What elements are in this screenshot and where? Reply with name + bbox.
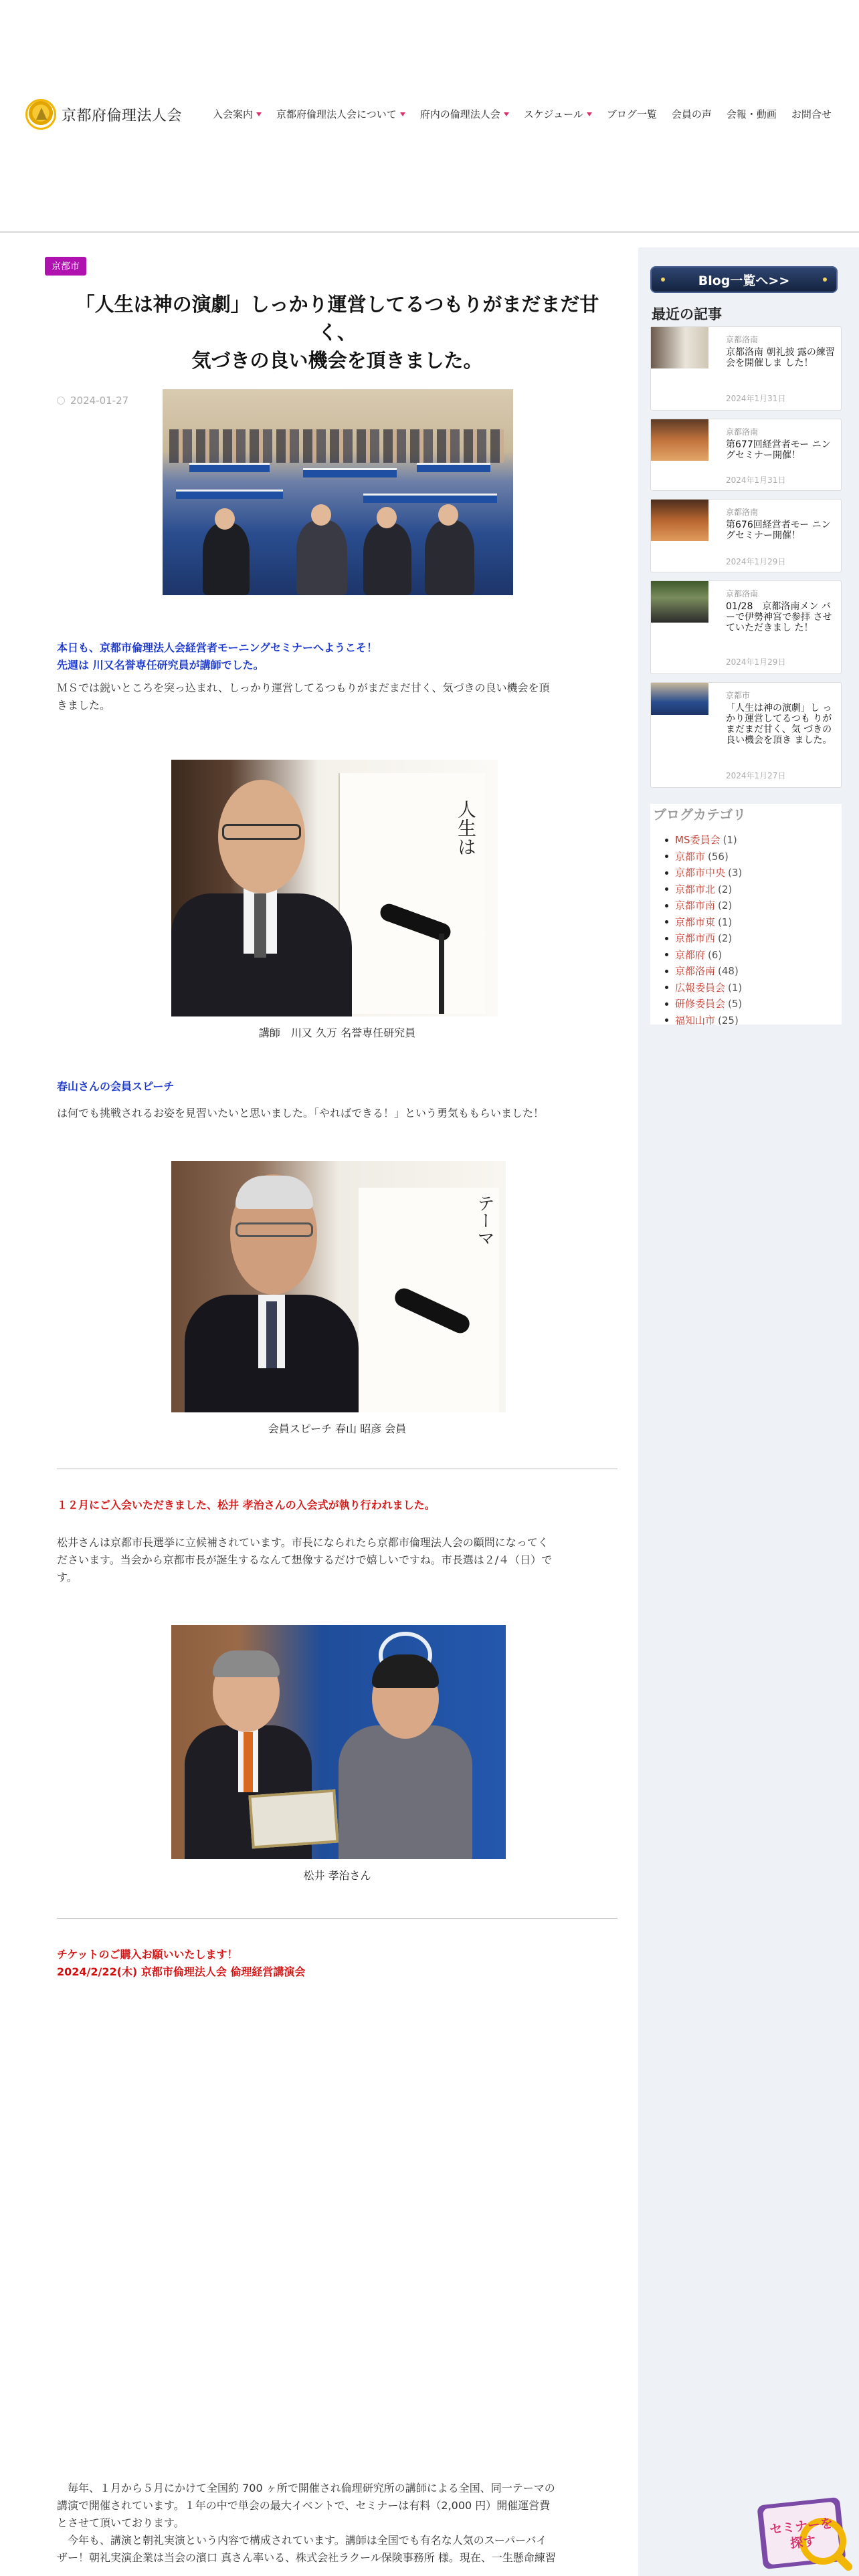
recent-post-date: 2024年1月31日 [726,475,786,485]
intro-line: ＭＳでは鋭いところを突っ込まれ、しっかり運営してるつもりがまだまだ甘く、気づきの良い機会を頂 [57,681,550,694]
nav-label: スケジュール [523,108,583,120]
find-seminar-line: セミナーを [769,2516,834,2537]
join-line: す。 [57,1571,78,1584]
category-item[interactable] [665,963,742,980]
recent-post-thumbnail [651,327,708,368]
join-ceremony-photo [171,1625,506,1859]
recent-post-thumbnail [651,500,708,541]
recent-post-date: 2024年1月29日 [726,657,786,667]
category-item[interactable] [665,914,742,931]
site-name: 京都府倫理法人会 [62,107,183,124]
category-count: (2) [718,899,733,911]
nav-item-local-chapters[interactable] [420,107,509,121]
post-title [57,290,617,374]
category-link[interactable]: 京都市北 [675,883,716,895]
recent-post-card[interactable] [650,580,842,674]
recent-post-category: 京都市 [726,691,751,700]
category-link[interactable]: 京都洛南 [675,965,716,977]
nav-item-member-voices[interactable] [672,107,712,121]
ticket-heading [57,1946,617,1981]
recent-post-thumbnail [651,419,708,461]
seminar-group-photo [163,389,513,595]
recent-post-category: 京都洛南 [726,508,759,517]
category-item[interactable] [665,930,742,947]
join-line: 松井さんは京都市長選挙に立候補されています。市長になられたら京都市倫理法人会の顧問になってく [57,1536,549,1549]
category-link[interactable]: 京都市 [675,850,706,863]
category-item[interactable] [665,947,742,964]
nav-label: ブログ一覧 [606,108,657,120]
category-link[interactable]: 研修委員会 [675,998,726,1010]
speech-paragraph: は何でも挑戦されるお姿を見習いたいと思いました。「やればできる！」という勇気ももらいました！ [57,1107,545,1119]
nav-item-blog-list[interactable] [607,107,657,121]
recent-post-date: 2024年1月27日 [726,771,786,780]
category-item[interactable] [665,1012,742,1029]
lecture-event-paragraph [57,2480,617,2567]
lecturer-caption: 講師 川又 久万 名誉専任研究員 [258,1027,416,1039]
decor-dot [661,278,665,282]
recent-post-title: 「人生は神の演劇」し っかり運営してるつも りがまだまだ甘く、気 づきの良い機会を頂き ました。 [726,703,832,746]
category-item[interactable] [665,881,742,898]
recent-post-thumbnail [651,581,708,623]
category-link[interactable]: 京都市中央 [675,867,726,879]
recent-post-title: 京都洛南 朝礼披 露の練習会を開催しま した！ [726,347,835,368]
recent-post-category: 京都洛南 [726,335,759,344]
category-count: (5) [728,998,743,1010]
recent-post-category: 京都洛南 [726,427,759,437]
category-count: (2) [718,932,733,944]
event-line: とさせて頂いております。 [57,2516,185,2529]
speech-heading: 春山さんの会員スピーチ [57,1080,175,1093]
category-count: (6) [708,948,723,961]
recent-post-thumbnail [651,683,708,715]
category-link[interactable]: 京都市西 [675,932,716,944]
category-count: (48) [718,965,739,977]
event-line: ザー！朝礼実演企業は当会の濱口 真さん率いる、株式会社ラクール保険事務所 様。現在、一生懸命練習 [57,2551,556,2564]
recent-post-category: 京都洛南 [726,589,759,599]
join-caption: 松井 孝治さん [303,1869,371,1882]
blog-list-banner[interactable] [650,266,838,293]
category-link[interactable]: 広報委員会 [675,981,726,994]
intro-paragraph [57,679,617,714]
category-link[interactable]: 京都市東 [675,916,716,928]
category-count: (1) [723,834,737,846]
nav-label: 京都府倫理法人会について [276,108,397,120]
welcome-line: 本日も、京都市倫理法人会経営者モーニングセミナーへようこそ！ [57,641,378,654]
article [52,257,617,2564]
category-badge[interactable]: 京都市 [45,257,86,276]
intro-line: きました。 [57,699,111,712]
blog-category-widget [650,804,842,1025]
category-item[interactable] [665,849,742,865]
global-nav [213,107,846,121]
find-seminar-button[interactable] [756,2489,855,2573]
recent-post-card[interactable] [650,682,842,788]
post-title-line1: 「人生は神の演劇」しっかり運営してるつもりがまだまだ甘く、 [75,293,599,344]
lecturer-photo: 人生は [171,760,498,1016]
nav-label: 入会案内 [213,108,254,120]
category-item[interactable] [665,980,742,996]
blog-list-banner-label: Blog一覧へ>> [698,273,790,288]
category-count: (2) [718,883,733,895]
decor-dot [823,278,827,282]
category-item[interactable] [665,832,742,849]
join-ceremony-heading: １２月にご入会いただきました、松井 孝治さんの入会式が執り行われました。 [57,1499,436,1511]
recent-post-title: 第677回経営者モー ニングセミナー開催！ [726,439,831,461]
caret-down-icon [256,112,262,116]
nav-label: 会員の声 [671,108,712,120]
sidebar [638,247,859,2576]
post-date-text: 2024-01-27 [70,395,129,407]
nav-item-about[interactable] [276,107,405,121]
recent-post-card[interactable] [650,419,842,491]
category-item[interactable] [665,996,742,1012]
event-line: 講演で開催されています。１年の中で単会の最大イベントで、セミナーは有料（2,000 円）開催運営費 [57,2499,551,2512]
nav-item-schedule[interactable] [524,107,592,121]
nav-item-join[interactable] [213,107,262,121]
category-item[interactable] [665,897,742,914]
join-line: ださいます。当会から京都市長が誕生するなんて想像するだけで嬉しいですね。市長選は２/４（日）で [57,1553,553,1566]
find-seminar-line: 探す [789,2534,817,2551]
logo-mark-icon [25,99,56,130]
welcome-line: 先週は 川又名誉専任研究員が講師でした。 [57,659,264,671]
clock-icon [57,397,65,405]
category-link[interactable]: 福知山市 [675,1014,716,1027]
blog-category-heading: ブログカテゴリ [653,807,747,823]
article-body [57,639,617,714]
category-count: (3) [728,867,743,879]
recent-post-date: 2024年1月31日 [726,394,786,403]
caret-down-icon [504,112,509,116]
category-count: (1) [718,916,733,928]
nav-label: 会報・動画 [726,108,777,120]
speech-caption: 会員スピーチ 春山 昭彦 会員 [268,1422,407,1435]
nav-label: 府内の倫理法人会 [419,108,500,120]
category-link[interactable]: 京都市南 [675,899,716,911]
post-title-line2: 気づきの良い機会を頂きました。 [191,349,483,372]
divider [57,1918,617,1919]
caret-down-icon [400,112,405,116]
category-item[interactable] [665,865,742,881]
category-link[interactable]: 京都府 [675,948,706,961]
welcome-heading [57,639,617,674]
ticket-line: 2024/2/22(木) 京都市倫理法人会 倫理経営講演会 [57,1965,306,1978]
nav-item-contact[interactable] [791,107,832,121]
nav-item-bulletin-video[interactable] [727,107,777,121]
category-count: (56) [708,850,729,863]
event-line: 今年も、講演と朝礼実演という内容で構成されています。講師は全国でも有名な人気のスーパーバイ [57,2534,547,2547]
site-logo[interactable] [25,99,182,130]
recent-posts-heading: 最近の記事 [652,306,722,322]
member-speech-photo: テーマ [171,1161,506,1412]
recent-post-title: 01/28 京都洛南メン バーで伊勢神宮で参拝 させていただきまし た！ [726,601,832,633]
join-paragraph [57,1534,617,1586]
ticket-line: チケットのご購入お願いいたします！ [57,1948,238,1961]
category-list [665,832,742,1029]
caret-down-icon [587,112,592,116]
event-line: 毎年、１月から５月にかけて全国約 700 ヶ所で開催され倫理研究所の講師による全国、同一テーマの [57,2482,555,2494]
category-count: (1) [728,981,743,994]
recent-post-card[interactable] [650,326,842,411]
site-header [0,0,859,233]
category-count: (25) [718,1014,739,1027]
recent-post-date: 2024年1月29日 [726,557,786,566]
category-link[interactable]: MS委員会 [675,834,721,846]
recent-post-card[interactable] [650,499,842,572]
recent-post-title: 第676回経営者モー ニングセミナー開催！ [726,520,831,541]
nav-label: お問合せ [791,108,832,120]
